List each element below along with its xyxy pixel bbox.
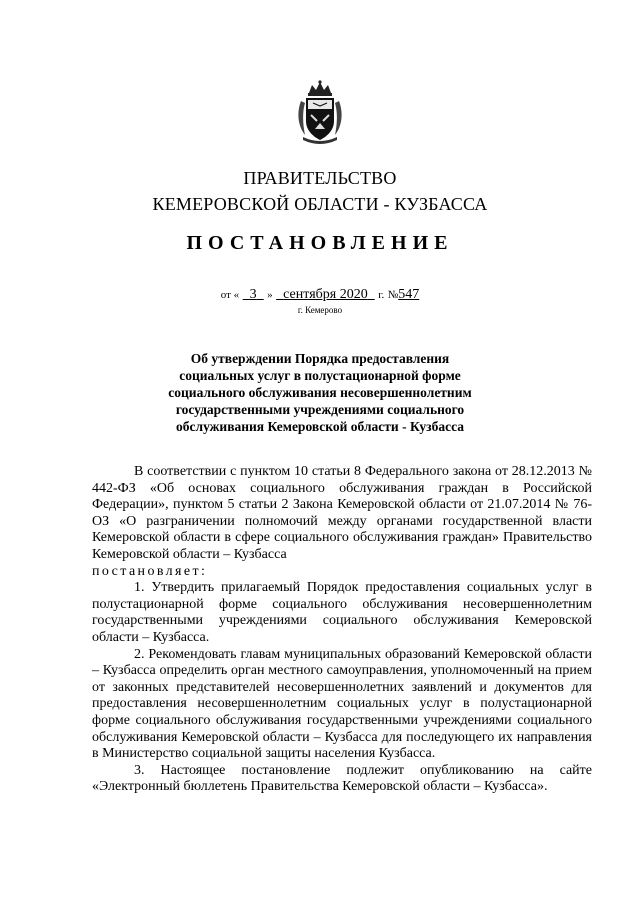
document-body (92, 464, 592, 796)
government-name-line1: ПРАВИТЕЛЬСТВО (243, 168, 397, 188)
subject-line: Об утверждении Порядка предоставления (190, 351, 450, 366)
government-name-line2: КЕМЕРОВСКОЙ ОБЛАСТИ - КУЗБАССА (152, 194, 488, 214)
date-year-suffix: г. (378, 289, 385, 301)
city-label: г. Кемерово (297, 305, 343, 315)
subject-line: социальных услуг в полустационарной форме (179, 368, 461, 383)
date-day: 3 (249, 287, 257, 302)
item-2-paragraph: 2. Рекомендовать главам муниципальных образований Кемеровской области – Кузбасса определить орган местного самоуправления, уполномоченный на прием от законных представителей несовершеннолетних заявлений и документов для предоставления несовершеннолетним социальных услуг в полустационарной форме социального обслуживания государственными учреждениями социального обслуживания Кемеровской области – Кузбасса для последующего их направления в Министерство социальной защиты населения Кузбасса. (92, 646, 592, 762)
item-1-paragraph: 1. Утвердить прилагаемый Порядок предоставления социальных услуг в полустационарной форме социального обслуживания несовершеннолетним государственными учреждениями социального обслуживания Кемеровской области – Кузбасса. (92, 580, 592, 645)
item-3-paragraph: 3. Настоящее постановление подлежит опубликованию на сайте «Электронный бюллетень Правительства Кемеровской области – Кузбасса». (92, 762, 592, 795)
date-month-year: сентября 2020 (283, 287, 368, 302)
document-number: 547 (398, 287, 420, 302)
subject-line: обслуживания Кемеровской области - Кузбасса (176, 419, 464, 434)
document-subject (150, 350, 490, 435)
document-type-title: ПОСТАНОВЛЕНИЕ (186, 232, 454, 254)
coat-of-arms-kemerovo-emblem (295, 79, 345, 145)
subject-line: государственными учреждениями социального (175, 402, 465, 417)
decree-word: постановляет: (92, 563, 208, 579)
date-day-close: » (267, 289, 273, 301)
date-prefix: от « (220, 289, 240, 301)
number-label: № (387, 289, 399, 301)
date-number-line (0, 287, 640, 303)
subject-line: социального обслуживания несовершеннолетним (168, 385, 472, 400)
intro-paragraph: В соответствии с пунктом 10 статьи 8 Федерального закона от 28.12.2013 № 442-ФЗ «Об основах социального обслуживания граждан в Российской Федерации», пунктом 5 статьи 2 Закона Кемеровской области от 21.07.2014 № 76-ОЗ «О разграничении полномочий между органами государственной власти Кемеровской области в сфере социального обслуживания граждан» Правительство Кемеровской области – Кузбасса (92, 464, 592, 562)
